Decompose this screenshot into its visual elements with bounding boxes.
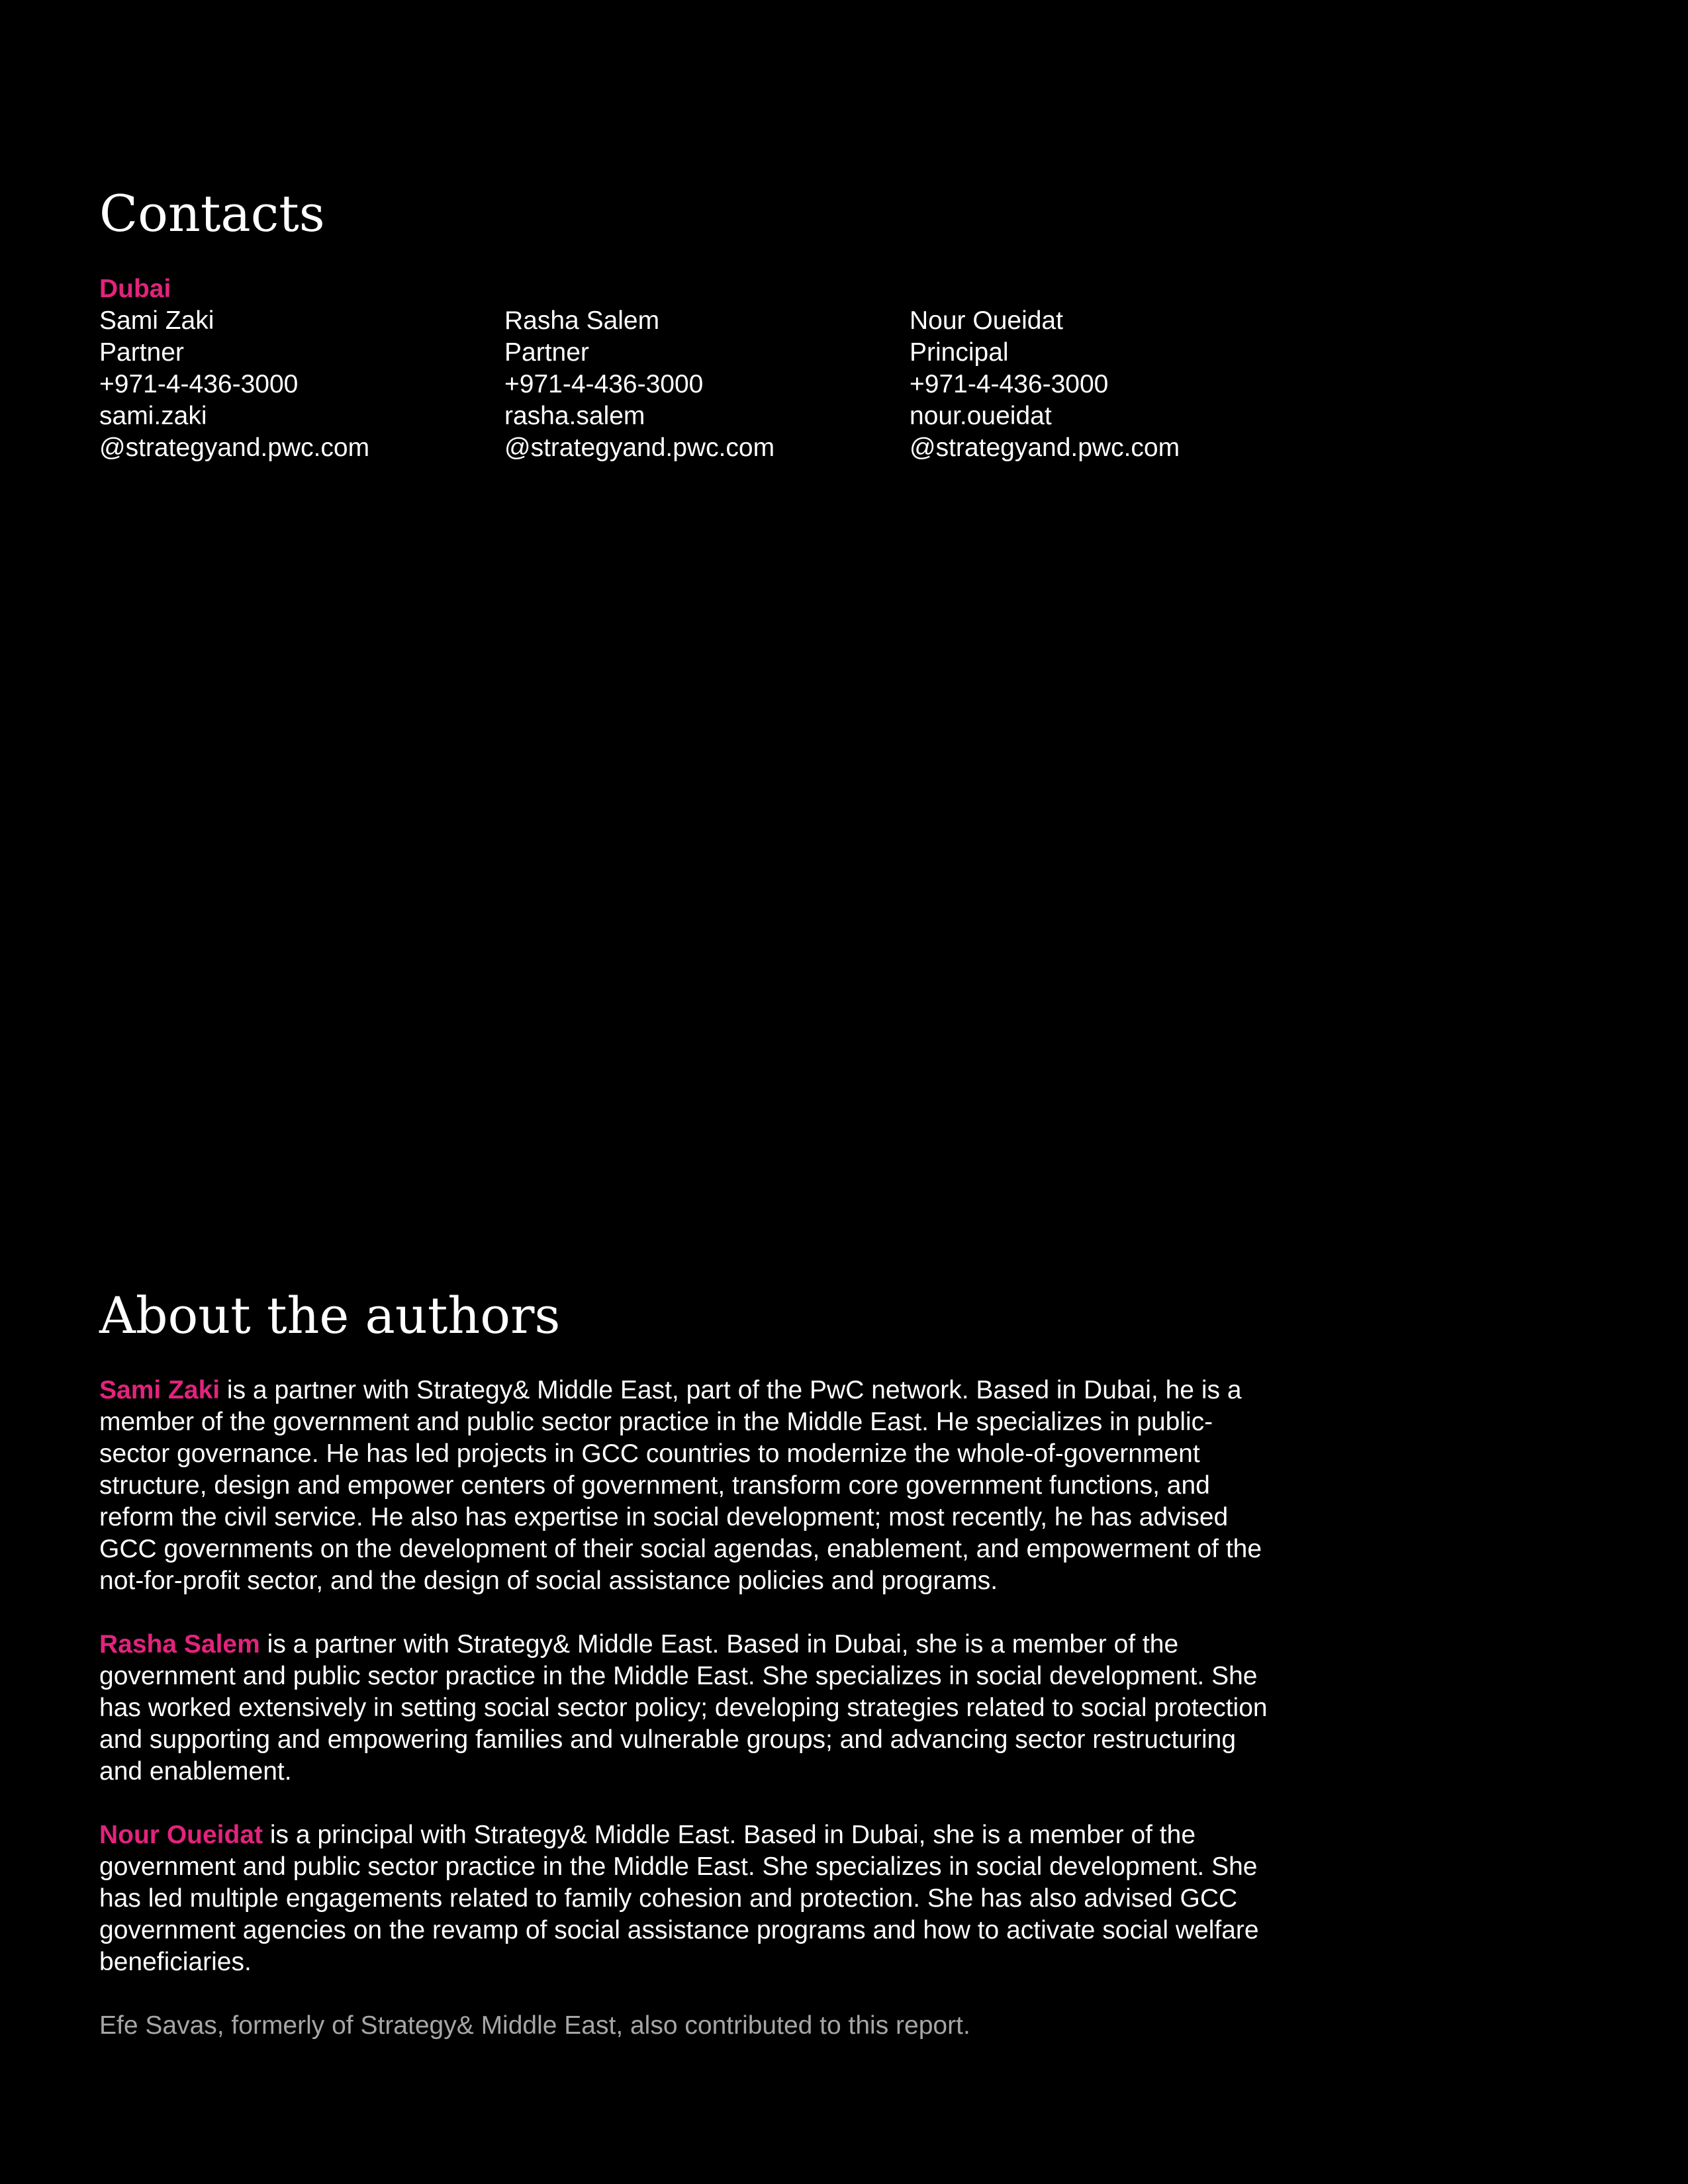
contact-card: [910, 305, 1180, 464]
author-bio-text: is a partner with Strategy& Middle East. Based in Dubai, she is a member of the government and public sector practice in the Middle East. She specializes in social development. She has worked extensively in setting social sector policy; developing strategies related to social protection and supporting and empowering families and vulnerable groups; and advancing sector restructuring and enablement.: [99, 1630, 1268, 1786]
author-bio: [99, 1629, 1278, 1788]
contact-email-domain: @strategyand.pwc.com: [504, 433, 775, 462]
contact-phone: +971-4-436-3000: [99, 370, 299, 398]
author-bio-text: is a principal with Strategy& Middle East. Based in Dubai, she is a member of the government and public sector practice in the Middle East. She specializes in social development. She has led multiple engagements related to family cohesion and protection. She has also advised GCC government agencies on the revamp of social assistance programs and how to activate social welfare beneficiaries.: [99, 1821, 1259, 1976]
contact-email-user: rasha.salem: [504, 402, 645, 430]
contributor-note: Efe Savas, formerly of Strategy& Middle East, also contributed to this report.: [99, 2011, 970, 2040]
author-name: Nour Oueidat: [99, 1821, 263, 1849]
contact-card: [504, 305, 774, 464]
contact-card: [99, 305, 369, 464]
author-bio-text: is a partner with Strategy& Middle East, part of the PwC network. Based in Dubai, he is a member of the government and public sector practice in the Middle East. He specializes in public-sector governance. He has led projects in GCC countries to modernize the whole-of-government structure, design and empower centers of government, transform core government functions, and reform the civil service. He also has expertise in social development; most recently, he has advised GCC governments on the development of their social agendas, enablement, and empowerment of the not-for-profit sector, and the design of social assistance policies and programs.: [99, 1376, 1262, 1595]
contact-name: Rasha Salem: [504, 306, 660, 335]
city-label: Dubai: [99, 275, 171, 303]
contact-email-domain: @strategyand.pwc.com: [99, 433, 370, 462]
contact-title: Partner: [99, 338, 184, 367]
contact-title: Partner: [504, 338, 589, 367]
author-name: Sami Zaki: [99, 1376, 220, 1404]
contact-name: Sami Zaki: [99, 306, 214, 335]
contact-email-user: sami.zaki: [99, 402, 207, 430]
contact-email-domain: @strategyand.pwc.com: [910, 433, 1180, 462]
contact-title: Principal: [910, 338, 1009, 367]
author-name: Rasha Salem: [99, 1630, 260, 1659]
contact-phone: +971-4-436-3000: [910, 370, 1109, 398]
authors-heading: About the authors: [99, 1286, 561, 1345]
author-bio: [99, 1819, 1278, 1978]
contact-name: Nour Oueidat: [910, 306, 1063, 335]
contact-phone: +971-4-436-3000: [504, 370, 704, 398]
author-bio: [99, 1375, 1278, 1597]
contact-email-user: nour.oueidat: [910, 402, 1052, 430]
contacts-heading: Contacts: [99, 184, 325, 243]
